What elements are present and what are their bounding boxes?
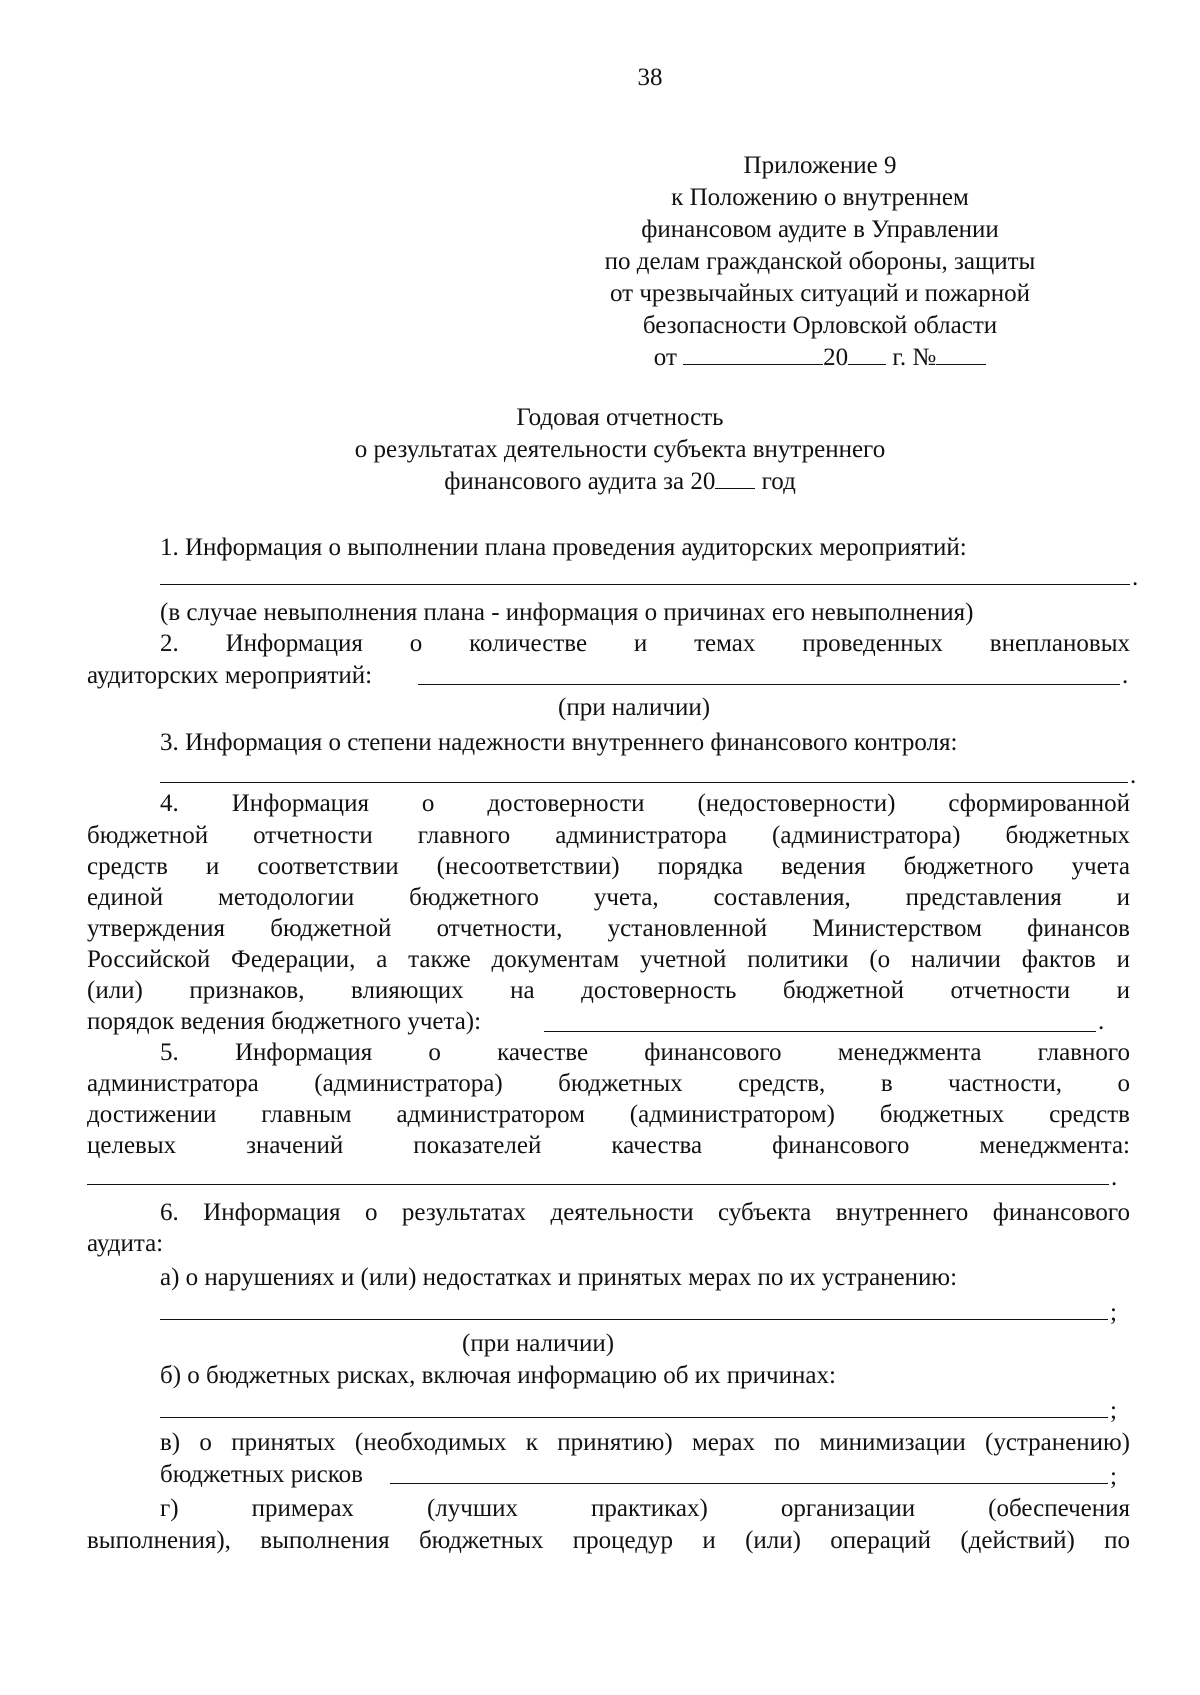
item-6-line-1: 6. Информация о результатах деятельности субъекта внутреннего финансового [160, 1199, 1130, 1226]
appendix-header [560, 150, 1080, 374]
title-line-2: о результатах деятельности субъекта внутреннего [354, 436, 886, 463]
item-6b-semicolon: ; [1110, 1397, 1117, 1424]
title-line-1: Годовая отчетность [516, 404, 724, 431]
item-6b-text: б) о бюджетных рисках, включая информацию об их причинах: [160, 1362, 836, 1389]
item-2-blank [418, 684, 1120, 685]
item-3-text: 3. Информация о степени надежности внутреннего финансового контроля: [160, 729, 958, 756]
title-line-3-prefix: финансового аудита за 20 [444, 468, 716, 495]
year-blank [848, 342, 886, 365]
item-6v-line-2: бюджетных рисков [160, 1461, 363, 1488]
item-5-line-4: целевых значений показателей качества финансового менеджмента: [87, 1132, 1130, 1159]
item-4-line-5: утверждения бюджетной отчетности, установленной Министерством финансов [87, 915, 1130, 942]
item-5-line-1: 5. Информация о качестве финансового менеджмента главного [160, 1039, 1130, 1066]
item-6a-note: (при наличии) [462, 1330, 615, 1357]
item-1-blank [160, 584, 1130, 585]
appendix-line-3: финансовом аудите в Управлении [641, 216, 999, 243]
item-3-blank [160, 782, 1128, 783]
item-6g-line-1: г) примерах (лучших практиках) организации (обеспечения [160, 1495, 1130, 1522]
date-year: 20 [823, 344, 849, 371]
item-6a-text: а) о нарушениях и (или) недостатках и принятых мерах по их устранению: [160, 1264, 958, 1291]
item-3-period: . [1130, 762, 1137, 789]
item-6a-semicolon: ; [1110, 1299, 1117, 1326]
item-4-line-3: средств и соответствии (несоответствии) порядка ведения бюджетного учета [87, 853, 1130, 880]
item-1-note: (в случае невыполнения плана - информация о причинах его невыполнения) [160, 599, 974, 626]
item-1-period: . [1132, 564, 1139, 591]
date-prefix: от [653, 344, 677, 371]
item-6v-semicolon: ; [1110, 1463, 1117, 1490]
item-4-line-7: (или) признаков, влияющих на достоверность бюджетной отчетности и [87, 977, 1130, 1004]
item-6v-blank [390, 1483, 1108, 1484]
date-suffix: г. № [892, 344, 937, 371]
document-title [20, 402, 1200, 498]
item-5-blank [87, 1184, 1109, 1185]
number-blank [936, 342, 986, 365]
title-line-3 [20, 466, 1200, 498]
item-4-line-4: единой методологии бюджетного учета, составления, представления и [87, 884, 1130, 911]
item-4-period: . [1098, 1008, 1105, 1035]
item-4-blank [544, 1031, 1096, 1032]
year-blank [715, 466, 755, 489]
item-6-line-2: аудита: [87, 1230, 164, 1257]
appendix-line-6: безопасности Орловской области [642, 312, 998, 339]
item-4-line-6: Российской Федерации, а также документам учетной политики (о наличии фактов и [87, 946, 1130, 973]
item-2-note: (при наличии) [558, 694, 711, 721]
item-6b-blank [160, 1417, 1108, 1418]
item-6g-line-2: выполнения), выполнения бюджетных процедур и (или) операций (действий) по [87, 1527, 1130, 1554]
appendix-line-4: по делам гражданской обороны, защиты [604, 248, 1036, 275]
appendix-line-2: к Положению о внутреннем [671, 184, 969, 211]
page-number: 38 [637, 64, 663, 91]
item-5-period: . [1111, 1164, 1118, 1191]
item-6v-line-1: в) о принятых (необходимых к принятию) мерах по минимизации (устранению) [160, 1429, 1130, 1456]
title-line-3-suffix: год [761, 468, 796, 495]
date-blank [683, 342, 823, 365]
item-4-line-8: порядок ведения бюджетного учета): [87, 1008, 482, 1035]
item-6a-blank [160, 1319, 1108, 1320]
item-4-line-1: 4. Информация о достоверности (недостоверности) сформированной [160, 790, 1130, 817]
item-2-line-2: аудиторских мероприятий: [87, 662, 373, 689]
item-2-line-1: 2. Информация о количестве и темах проведенных внеплановых [160, 630, 1130, 657]
item-4-line-2: бюджетной отчетности главного администратора (администратора) бюджетных [87, 822, 1130, 849]
appendix-date-line [560, 342, 1080, 374]
item-1-text: 1. Информация о выполнении плана проведения аудиторских мероприятий: [160, 534, 967, 561]
appendix-line-1: Приложение 9 [743, 152, 897, 179]
item-2-period: . [1122, 662, 1129, 689]
item-5-line-2: администратора (администратора) бюджетных средств, в частности, о [87, 1070, 1130, 1097]
appendix-line-5: от чрезвычайных ситуаций и пожарной [609, 280, 1030, 307]
item-5-line-3: достижении главным администратором (администратором) бюджетных средств [87, 1101, 1130, 1128]
